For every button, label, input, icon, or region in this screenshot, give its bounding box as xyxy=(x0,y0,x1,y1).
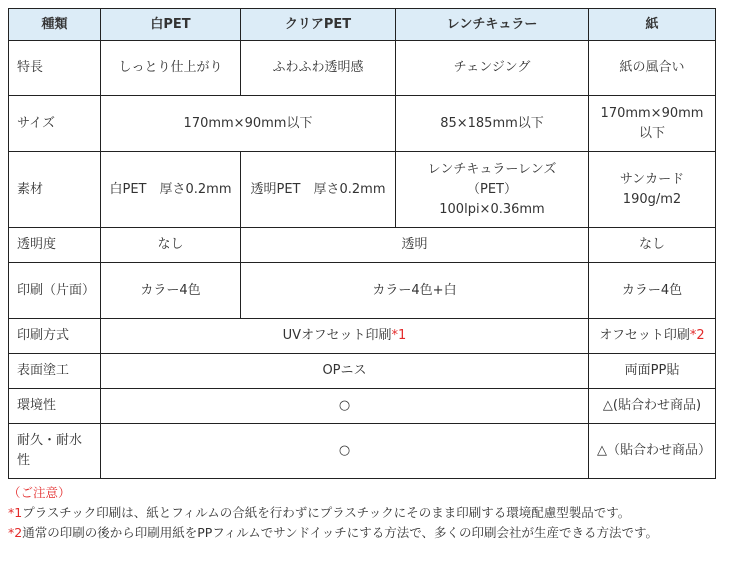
row-label-method: 印刷方式 xyxy=(9,319,101,354)
row-label-feature: 特長 xyxy=(9,41,101,96)
row-label-environment: 環境性 xyxy=(9,389,101,424)
header-paper: 紙 xyxy=(589,9,716,41)
cell-coating-paper: 両面PP貼 xyxy=(589,354,716,389)
header-lenticular: レンチキュラー xyxy=(396,9,589,41)
note-1-mark: *1 xyxy=(8,505,23,520)
product-comparison-table xyxy=(8,8,716,479)
note-1-text: プラスチック印刷は、紙とフィルムの合紙を行わずにプラスチックにそのまま印刷する環境配慮型製品です。 xyxy=(22,505,631,520)
header-white-pet: 白PET xyxy=(101,9,241,41)
cell-material-paper xyxy=(589,152,716,228)
lenticular-material-line-3: 100lpi×0.36mm xyxy=(439,201,545,217)
notes-heading: （ご注意） xyxy=(8,485,71,500)
method-paper-text: オフセット印刷 xyxy=(599,328,690,343)
cell-durability-paper: △（貼合わせ商品） xyxy=(589,424,716,479)
method-plastic-text: UVオフセット印刷 xyxy=(282,328,392,343)
cell-environment-paper: △(貼合わせ商品) xyxy=(589,389,716,424)
cell-feature-white-pet: しっとり仕上がり xyxy=(101,41,241,96)
cell-printing-white-pet: カラー4色 xyxy=(101,263,241,319)
cell-transparency-paper: なし xyxy=(589,228,716,263)
cell-printing-paper: カラー4色 xyxy=(589,263,716,319)
cell-feature-clear-pet: ふわふわ透明感 xyxy=(241,41,396,96)
table-row-environment xyxy=(9,389,716,424)
row-label-transparency: 透明度 xyxy=(9,228,101,263)
paper-material-line-1: サンカード xyxy=(619,171,685,187)
cell-transparency-white-pet: なし xyxy=(101,228,241,263)
table-row-printing xyxy=(9,263,716,319)
cell-environment-plastic: ○ xyxy=(101,389,589,424)
table-row-size xyxy=(9,96,716,152)
cell-size-lenticular: 85×185mm以下 xyxy=(396,96,589,152)
note-1 xyxy=(8,503,720,523)
row-label-size: サイズ xyxy=(9,96,101,152)
row-label-durability: 耐久・耐水性 xyxy=(9,424,101,479)
cell-method-plastic xyxy=(101,319,589,354)
table-row-feature xyxy=(9,41,716,96)
cell-size-paper: 170mm×90mm以下 xyxy=(589,96,716,152)
table-row-transparency xyxy=(9,228,716,263)
cell-transparency-clear-lenticular: 透明 xyxy=(241,228,589,263)
lenticular-material-line-1: レンチキュラーレンズ xyxy=(427,161,557,177)
cell-coating-plastic: OPニス xyxy=(101,354,589,389)
cell-material-lenticular xyxy=(396,152,589,228)
cell-feature-lenticular: チェンジング xyxy=(396,41,589,96)
note-2-mark: *2 xyxy=(8,525,23,540)
table-row-durability xyxy=(9,424,716,479)
cell-method-paper xyxy=(589,319,716,354)
table-header-row xyxy=(9,9,716,41)
paper-material-line-2: 190g/m2 xyxy=(622,191,682,207)
method-paper-note-mark: *2 xyxy=(689,328,705,343)
row-label-printing: 印刷（片面） xyxy=(9,263,101,319)
table-row-method xyxy=(9,319,716,354)
cell-feature-paper: 紙の風合い xyxy=(589,41,716,96)
cell-material-white-pet: 白PET 厚さ0.2mm xyxy=(101,152,241,228)
note-2-text: 通常の印刷の後から印刷用紙をPPフィルムでサンドイッチにする方法で、多くの印刷会社が生産できる方法です。 xyxy=(22,525,659,540)
header-clear-pet: クリアPET xyxy=(241,9,396,41)
header-type: 種類 xyxy=(9,9,101,41)
cell-size-pet: 170mm×90mm以下 xyxy=(101,96,396,152)
row-label-coating: 表面塗工 xyxy=(9,354,101,389)
product-comparison-table-wrapper xyxy=(8,8,716,479)
cell-printing-clear-lenticular: カラー4色+白 xyxy=(241,263,589,319)
row-label-material: 素材 xyxy=(9,152,101,228)
notes-section xyxy=(8,483,720,543)
table-row-coating xyxy=(9,354,716,389)
table-row-material xyxy=(9,152,716,228)
method-plastic-note-mark: *1 xyxy=(391,328,407,343)
lenticular-material-line-2: （PET） xyxy=(467,181,517,197)
note-2 xyxy=(8,523,720,543)
cell-durability-plastic: ○ xyxy=(101,424,589,479)
cell-material-clear-pet: 透明PET 厚さ0.2mm xyxy=(241,152,396,228)
